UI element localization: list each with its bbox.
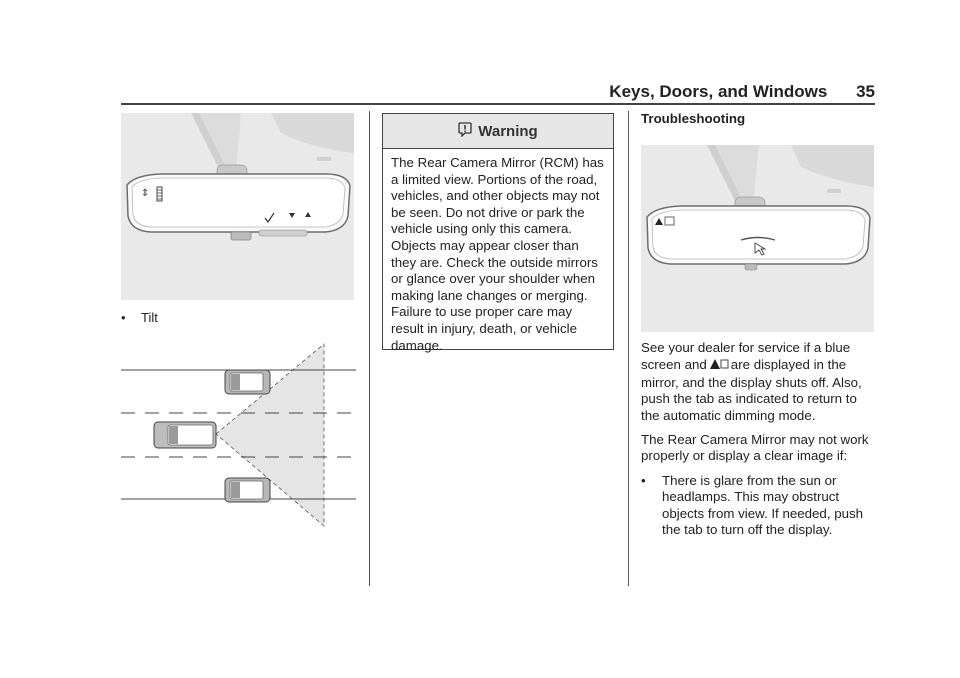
warning-box bbox=[382, 113, 614, 353]
dealer-service-text-end: are displayed in the mirror, and the display shuts off. Also, push the tab as indicated to return to the automatic dimming mode. bbox=[641, 357, 862, 423]
mirror-tilt-photo bbox=[121, 113, 354, 300]
column-divider-right bbox=[628, 111, 629, 586]
bullet-tilt bbox=[121, 310, 158, 326]
bullet-glyph: • bbox=[641, 472, 646, 488]
vehicle-bottom bbox=[225, 478, 270, 502]
bullet-glyph: • bbox=[121, 310, 126, 325]
dealer-service-paragraph bbox=[641, 340, 877, 424]
troubleshooting-heading: Troubleshooting bbox=[641, 111, 746, 126]
warning-title: Warning bbox=[478, 122, 538, 140]
troubleshooting-body bbox=[641, 340, 877, 538]
lane-view-diagram bbox=[118, 342, 358, 528]
list-item bbox=[641, 473, 877, 539]
warning-symbol-icon bbox=[458, 122, 472, 141]
mirror-illustration bbox=[121, 113, 354, 300]
warning-header bbox=[383, 114, 613, 149]
bullet-tilt-text: Tilt bbox=[141, 310, 158, 325]
troubleshooting-heading-wrap bbox=[641, 111, 877, 127]
header-rule bbox=[121, 103, 875, 105]
warning-text: The Rear Camera Mirror (RCM) has a limited view. Portions of the road, vehicles, and other objects may not be seen. Do not drive or park the vehicle using only this camera. Objects may appear closer than they are. Check the outside mirrors or glance over your shoulder when making lane changes or merging. Failure to use proper care may result in injury, death, or vehicle damage. bbox=[391, 155, 604, 353]
mirror-illustration-2 bbox=[641, 145, 874, 332]
page-number: 35 bbox=[856, 82, 875, 101]
running-header bbox=[121, 82, 875, 104]
dealer-service-text-start: See your dealer for service if a blue screen and bbox=[641, 340, 851, 373]
column-divider-left bbox=[369, 111, 370, 586]
vehicle-top bbox=[225, 370, 270, 394]
camera-warning-icon bbox=[709, 356, 729, 374]
vehicle-own bbox=[154, 422, 216, 448]
glare-bullet-text: There is glare from the sun or headlamps. This may obstruct objects from view. If needed, push the tab to turn off the display. bbox=[662, 472, 864, 538]
svg-text:⇕: ⇕ bbox=[141, 188, 150, 199]
mirror-troubleshooting-photo bbox=[641, 145, 874, 332]
camera-limitations-paragraph: The Rear Camera Mirror may not work properly or display a clear image if: bbox=[641, 432, 869, 464]
section-title: Keys, Doors, and Windows bbox=[609, 82, 828, 101]
